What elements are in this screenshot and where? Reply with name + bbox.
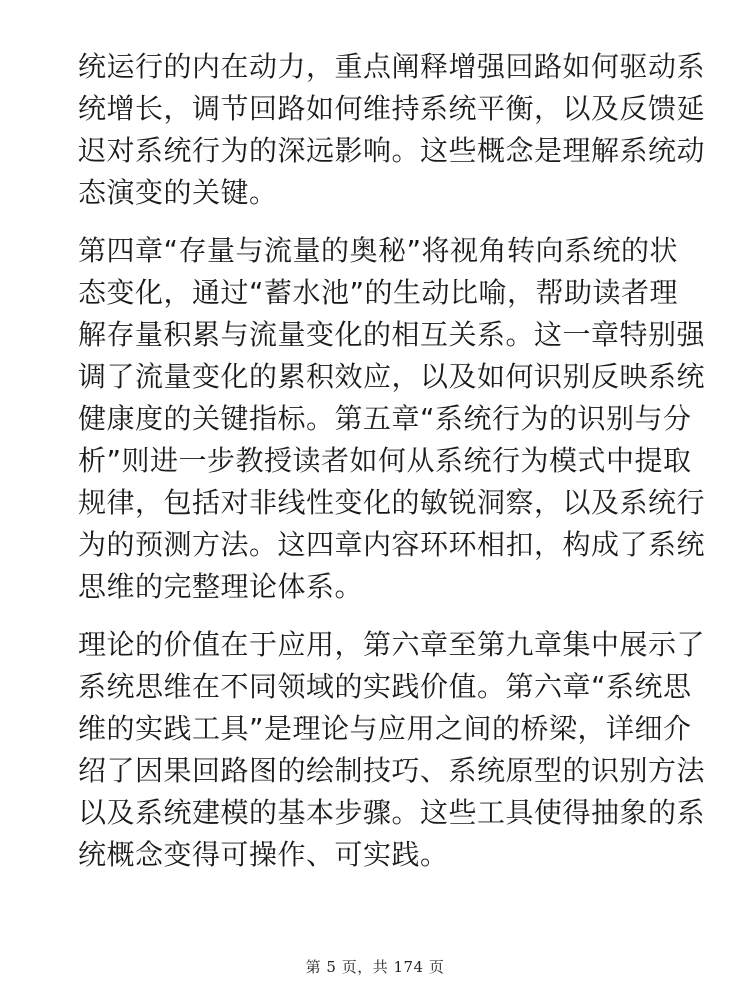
text-line: 解存量积累与流量变化的相互关系。这一章特别强 — [78, 318, 706, 351]
body-text — [78, 46, 706, 892]
text-line: 以及系统建模的基本步骤。这些工具使得抽象的系 — [78, 796, 706, 829]
text-line: 统概念变得可操作、可实践。 — [78, 838, 449, 871]
text-line: 思维的完整理论体系。 — [78, 570, 364, 603]
paragraph-2 — [78, 230, 706, 608]
text-line: 健康度的关键指标。第五章“系统行为的识别与分 — [78, 402, 692, 435]
paragraph-1 — [78, 46, 706, 214]
text-line: 析”则进一步教授读者如何从系统行为模式中提取 — [78, 444, 692, 477]
text-line: 统增长，调节回路如何维持系统平衡，以及反馈延 — [78, 92, 706, 125]
text-line: 为的预测方法。这四章内容环环相扣，构成了系统 — [78, 528, 706, 561]
text-line: 统运行的内在动力，重点阐释增强回路如何驱动系 — [78, 50, 706, 83]
text-line: 规律，包括对非线性变化的敏锐洞察，以及系统行 — [78, 486, 706, 519]
paragraph-3 — [78, 624, 706, 876]
text-line: 第四章“存量与流量的奥秘”将视角转向系统的状 — [78, 234, 679, 267]
text-line: 迟对系统行为的深远影响。这些概念是理解系统动 — [78, 134, 706, 167]
text-line: 态变化，通过“蓄水池”的生动比喻，帮助读者理 — [78, 276, 679, 309]
page-number-footer: 第 5 页，共 174 页 — [305, 958, 445, 976]
text-line: 调了流量变化的累积效应，以及如何识别反映系统 — [78, 360, 706, 393]
text-line: 绍了因果回路图的绘制技巧、系统原型的识别方法 — [78, 754, 706, 787]
text-line: 态演变的关键。 — [78, 176, 278, 209]
text-line: 维的实践工具”是理论与应用之间的桥梁，详细介 — [78, 712, 692, 745]
text-line: 系统思维在不同领域的实践价值。第六章“系统思 — [78, 670, 692, 703]
text-line: 理论的价值在于应用，第六章至第九章集中展示了 — [78, 628, 706, 661]
